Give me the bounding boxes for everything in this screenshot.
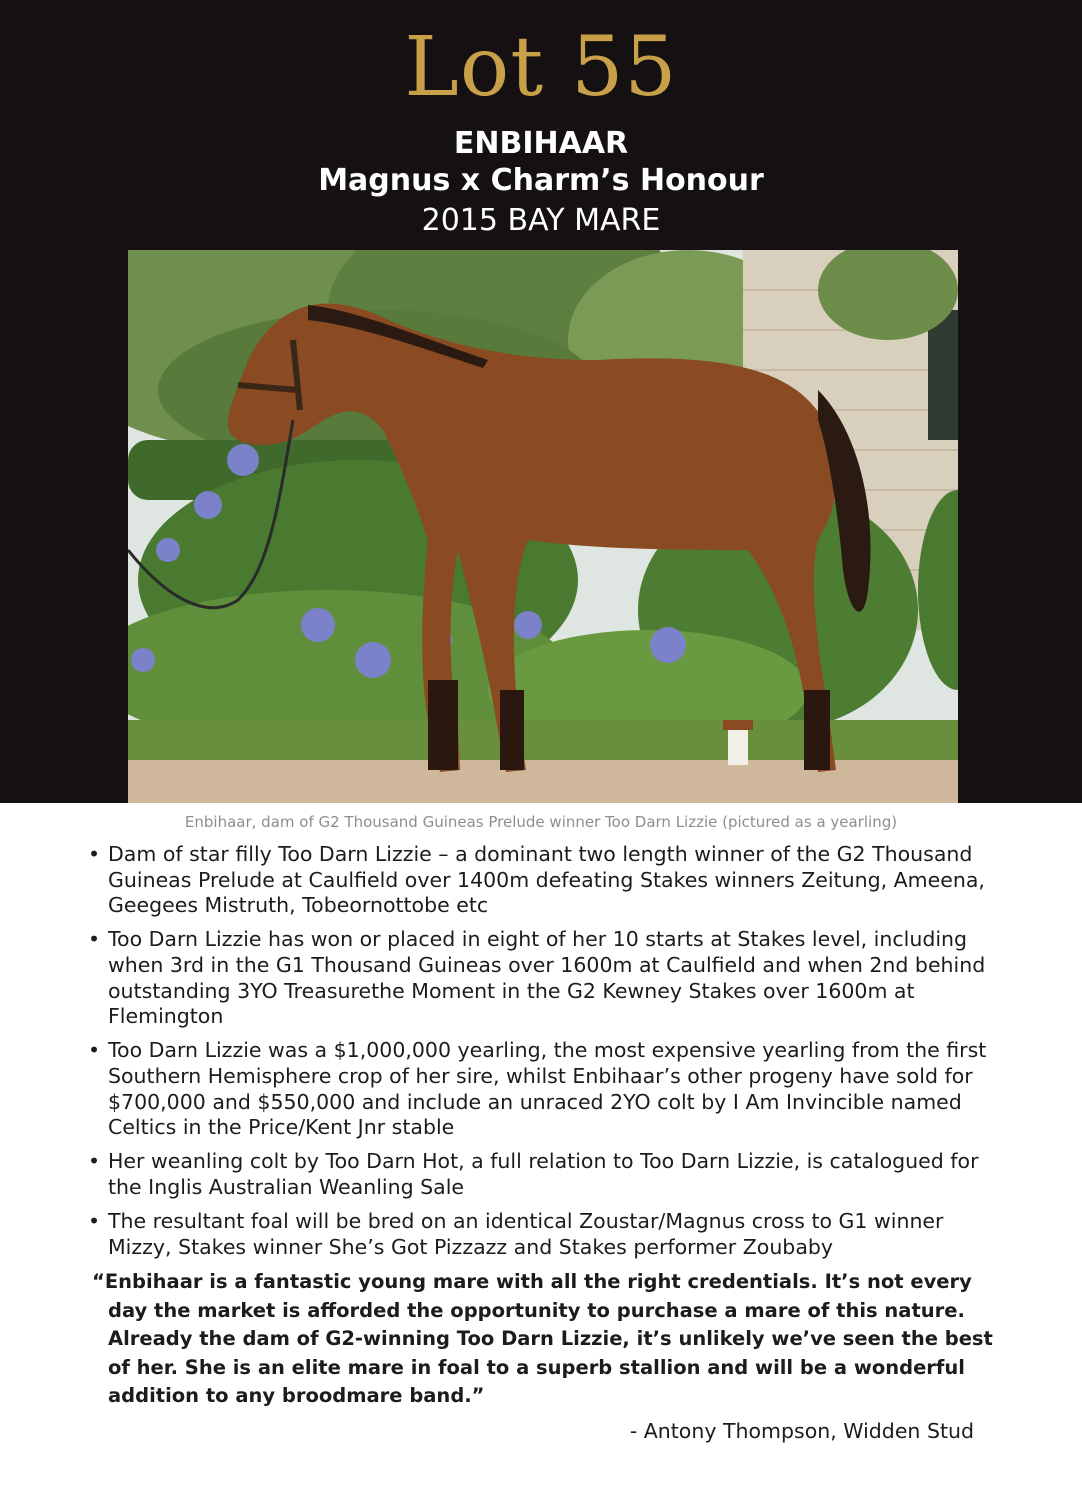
list-item (88, 1149, 988, 1200)
bullet-icon: • (88, 1209, 101, 1234)
list-item-text: Too Darn Lizzie was a $1,000,000 yearling, the most expensive yearling from the first Southern Hemisphere crop of her sire, whilst Enbihaar’s other progeny have sold for $700,000 and $550,000 and include an unraced 2YO colt by I Am Invincible named Celtics in the Price/Kent Jnr stable (108, 1038, 987, 1140)
bullet-icon: • (88, 927, 101, 952)
lot-number: Lot 55 (404, 20, 678, 115)
highlights-list (88, 842, 988, 1269)
list-item-text: Too Darn Lizzie has won or placed in eight of her 10 starts at Stakes level, including when 3rd in the G1 Thousand Guineas over 1600m at Caulfield and when 2nd behind outstanding 3YO Treasurethe Moment in the G2 Kewney Stakes over 1600m at Flemington (108, 927, 986, 1029)
list-item-text: Her weanling colt by Too Darn Hot, a full relation to Too Darn Lizzie, is catalogued for the Inglis Australian Weanling Sale (108, 1149, 979, 1199)
pedigree: Magnus x Charm’s Honour (318, 163, 764, 198)
horse-photo (128, 250, 958, 803)
testimonial-quote: “Enbihaar is a fantastic young mare with all the right credentials. It’s not every day the market is afforded the opportunity to purchase a mare of this nature. Already the dam of G2-winning Too Darn Lizzie, it’s unlikely we’ve seen the best of her. She is an elite mare in foal to a superb stallion and will be a wonderful addition to any broodmare band.” (92, 1270, 993, 1407)
list-item (88, 927, 988, 1029)
bullet-icon: • (88, 842, 101, 866)
quote-attribution: - Antony Thompson, Widden Stud (629, 1419, 974, 1443)
photo-caption: Enbihaar, dam of G2 Thousand Guineas Prelude winner Too Darn Lizzie (pictured as a yearling) (184, 813, 898, 831)
horse-description: 2015 BAY MARE (421, 203, 661, 238)
list-item (88, 1038, 988, 1140)
horse-name: ENBIHAAR (453, 126, 629, 161)
list-item-text: The resultant foal will be bred on an identical Zoustar/Magnus cross to G1 winner Mizzy, Stakes winner She’s Got Pizzazz and Stakes performer Zoubaby (108, 1209, 944, 1259)
list-item (88, 842, 988, 919)
bullet-icon: • (88, 1038, 101, 1063)
list-item-text: Dam of star filly Too Darn Lizzie – a dominant two length winner of the G2 Thousand Guineas Prelude at Caulfield over 1400m defeating Stakes winners Zeitung, Ameena, Geegees Mistruth, Tobeornottobe etc (108, 842, 985, 918)
bullet-icon: • (88, 1149, 101, 1174)
list-item (88, 1209, 988, 1260)
